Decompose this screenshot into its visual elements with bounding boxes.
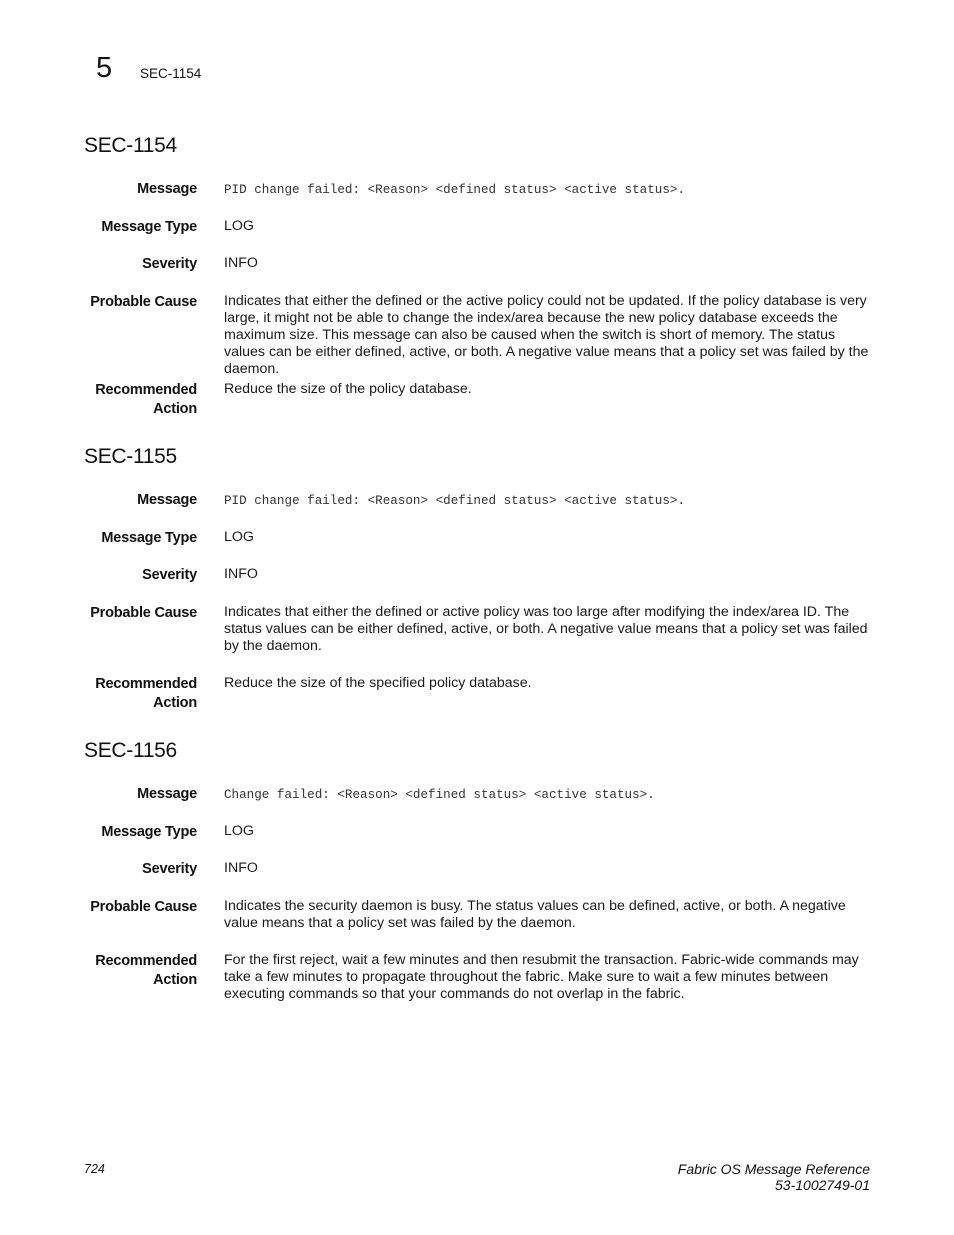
footer-doc-number: 53-1002749-01	[775, 1177, 870, 1193]
message-type-label: Message Type	[101, 219, 197, 235]
message-label: Message	[137, 492, 197, 508]
recommended-action-label-line1: Recommended	[95, 676, 197, 692]
message-text: Change failed: <Reason> <defined status> <active status>.	[224, 788, 655, 802]
recommended-action-label-line2: Action	[153, 695, 197, 711]
message-type-value: LOG	[224, 218, 254, 234]
severity-label: Severity	[142, 861, 197, 877]
message-id-heading: SEC-1154	[84, 134, 177, 157]
recommended-action-label	[60, 952, 197, 990]
severity-label: Severity	[142, 567, 197, 583]
message-id-heading: SEC-1155	[84, 445, 177, 468]
recommended-action-label-line1: Recommended	[95, 953, 197, 969]
message-label: Message	[137, 181, 197, 197]
severity-value: INFO	[224, 860, 258, 876]
recommended-action-label	[60, 381, 197, 419]
severity-label: Severity	[142, 256, 197, 272]
probable-cause-text: Indicates the security daemon is busy. The status values can be defined, active, or both. A negative value means that a policy set was failed by the daemon.	[224, 898, 846, 931]
message-type-label: Message Type	[101, 824, 197, 840]
probable-cause-label: Probable Cause	[90, 294, 197, 310]
message-label: Message	[137, 786, 197, 802]
message-text: PID change failed: <Reason> <defined status> <active status>.	[224, 183, 686, 197]
message-text: PID change failed: <Reason> <defined status> <active status>.	[224, 494, 686, 508]
recommended-action-label-line1: Recommended	[95, 382, 197, 398]
message-type-value: LOG	[224, 823, 254, 839]
recommended-action-text: Reduce the size of the specified policy database.	[224, 675, 532, 691]
recommended-action-label-line2: Action	[153, 401, 197, 417]
probable-cause-text: Indicates that either the defined or the active policy could not be updated. If the policy database is very large, it might not be able to change the index/area because the new policy database exceeds the maximum size. This message can also be caused when the switch is short of memory. The status values can be either defined, active, or both. A negative value means that a policy set was failed by the daemon.	[224, 293, 869, 377]
recommended-action-label	[60, 675, 197, 713]
severity-value: INFO	[224, 566, 258, 582]
footer-doc-info	[678, 1161, 870, 1193]
probable-cause-label: Probable Cause	[90, 605, 197, 621]
message-id-heading: SEC-1156	[84, 739, 177, 762]
severity-value: INFO	[224, 255, 258, 271]
probable-cause-label: Probable Cause	[90, 899, 197, 915]
recommended-action-text: For the first reject, wait a few minutes and then resubmit the transaction. Fabric-wide commands may take a few minutes to propagate throughout the fabric. Make sure to wait a few minutes between executing commands so that your commands do not overlap in the fabric.	[224, 952, 859, 1002]
recommended-action-label-line2: Action	[153, 972, 197, 988]
footer-doc-title: Fabric OS Message Reference	[677, 1161, 870, 1177]
message-type-label: Message Type	[101, 530, 197, 546]
running-header: SEC-1154	[140, 66, 202, 81]
footer-page-number: 724	[84, 1162, 105, 1176]
message-type-value: LOG	[224, 529, 254, 545]
chapter-number: 5	[96, 52, 113, 84]
recommended-action-text: Reduce the size of the policy database.	[224, 381, 472, 397]
probable-cause-text: Indicates that either the defined or active policy was too large after modifying the index/area ID. The status values can be either defined, active, or both. A negative value means that a policy set was failed by the daemon.	[224, 604, 868, 654]
